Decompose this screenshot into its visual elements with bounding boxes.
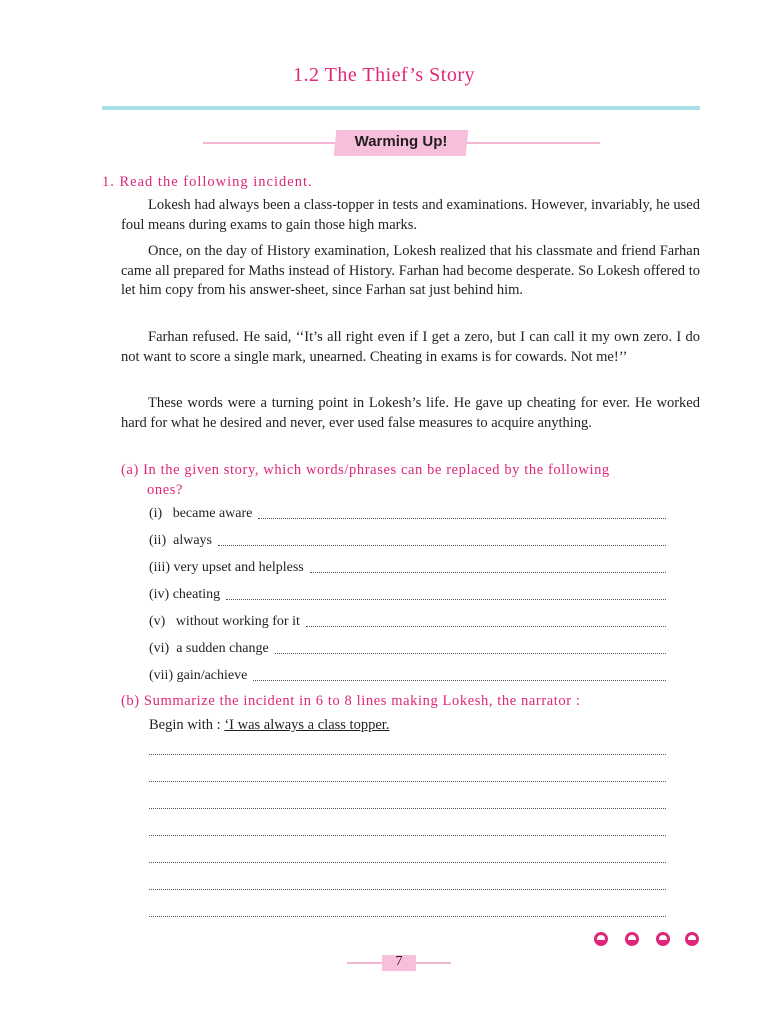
question-a: (a) In the given story, which words/phrases can be replaced by the following ones? [121, 462, 610, 498]
item-ii[interactable]: (ii) always [149, 531, 666, 549]
writing-line[interactable] [149, 781, 666, 782]
writing-line[interactable] [149, 889, 666, 890]
page-number: 7 [395, 954, 403, 969]
paragraph-1: Lokesh had always been a class-topper in tests and examinations. However, invariably, he used foul means during exams to gain those high marks. [121, 197, 700, 233]
item-vii[interactable]: (vii) gain/achieve [149, 666, 666, 684]
paragraph-3: Farhan refused. He said, ‘‘It’s all right even if I get a zero, but I can call it my own zero. I do not want to score a single mark, unearned. Cheating in exams is for cowards. Not me!’’ [121, 329, 700, 365]
paragraph-2: Once, on the day of History examination, Lokesh realized that his classmate and friend Farhan came all prepared for Maths instead of History. Farhan had become desperate. So Lokesh offered to let him copy from his answer-sheet, since Farhan sat just behind him. [121, 243, 700, 298]
item-i[interactable]: (i) became aware [149, 504, 666, 522]
writing-line[interactable] [149, 754, 666, 755]
question-1-heading: 1. Read the following incident. [102, 174, 313, 190]
writing-line[interactable] [149, 916, 666, 917]
writing-line[interactable] [149, 808, 666, 809]
begin-with: Begin with : ‘I was always a class topper. [149, 717, 390, 733]
decorative-dot-icon [594, 932, 608, 946]
warming-up-heading: Warming Up! [354, 133, 448, 150]
question-b: (b) Summarize the incident in 6 to 8 lines making Lokesh, the narrator : [121, 693, 581, 709]
item-v[interactable]: (v) without working for it [149, 612, 666, 630]
page-title: 1.2 The Thief’s Story [293, 64, 475, 86]
decorative-dot-icon [656, 932, 670, 946]
writing-line[interactable] [149, 835, 666, 836]
writing-line[interactable] [149, 862, 666, 863]
begin-quote: ‘I was always a class topper. [224, 717, 390, 733]
decorative-dot-icon [625, 932, 639, 946]
warming-up-line-left [203, 142, 335, 144]
title-rule [102, 106, 700, 110]
paragraph-4: These words were a turning point in Lokesh’s life. He gave up cheating for ever. He worked hard for what he desired and never, ever used false measures to acquire anything. [121, 395, 700, 431]
decorative-dot-icon [685, 932, 699, 946]
item-iii[interactable]: (iii) very upset and helpless [149, 558, 666, 576]
warming-up-line-right [467, 142, 600, 144]
item-iv[interactable]: (iv) cheating [149, 585, 666, 603]
item-vi[interactable]: (vi) a sudden change [149, 639, 666, 657]
